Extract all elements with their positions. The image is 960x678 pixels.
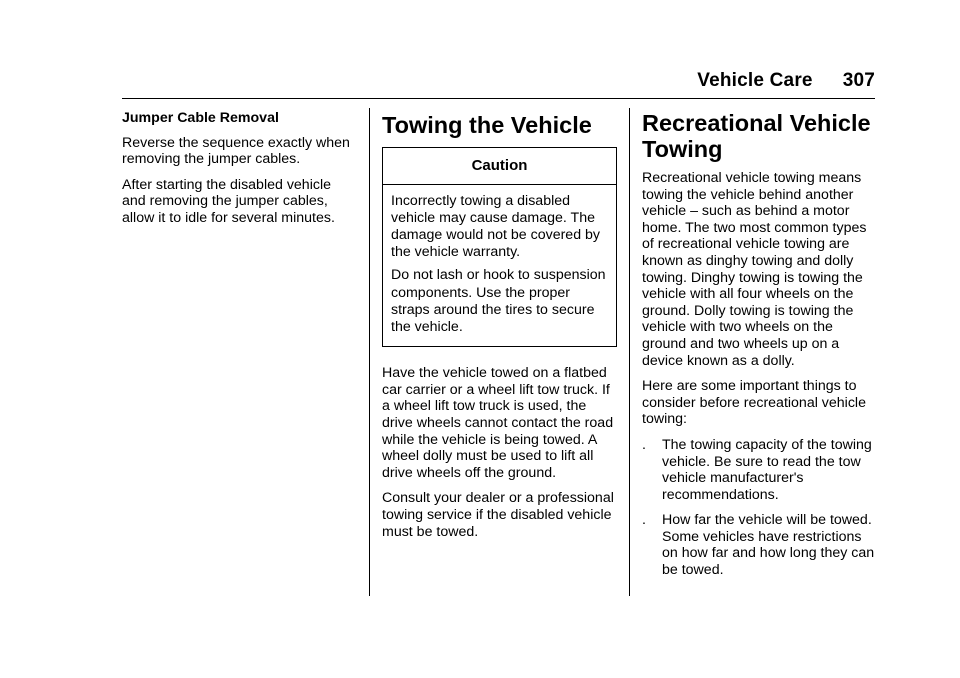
section-heading-towing: Towing the Vehicle [382,112,592,138]
caution-title: Caution [383,148,616,185]
paragraph: Recreational vehicle towing means towing the vehicle behind another vehicle – such as behind a motor home. The two most common types of recreational vehicle towing are known as dinghy towing and dolly towing. Dinghy towing is towing the vehicle with all four wheels on the ground. Dolly towing is towing the vehicle with two wheels on the ground and two wheels up on a device known as a dolly. [642,170,867,369]
list-item [642,437,877,503]
column-divider-right [629,108,630,596]
caution-paragraph: Do not lash or hook to suspension components. Use the proper straps around the tires to secure the vehicle. [391,267,606,336]
bullet-marker: . [642,512,646,529]
page-header [697,70,875,92]
paragraph: Have the vehicle towed on a flatbed car carrier or a wheel lift tow truck. If a wheel lift tow truck is used, the drive wheels cannot contact the road while the vehicle is being towed. A wheel dolly must be used to lift all drive wheels off the ground. [382,365,614,481]
paragraph: After starting the disabled vehicle and removing the jumper cables, allow it to idle for several minutes. [122,176,335,226]
subheading-jumper-cable-removal: Jumper Cable Removal [122,110,279,126]
list-item-text: How far the vehicle will be towed. Some vehicles have restrictions on how far and how long they can be towed. [662,512,875,579]
paragraph: Reverse the sequence exactly when removing the jumper cables. [122,134,350,168]
caution-paragraph: Incorrectly towing a disabled vehicle may cause damage. The damage would not be covered by the vehicle warranty. [391,192,601,261]
column-left [122,110,357,236]
column-right [642,110,877,588]
header-rule [122,98,875,99]
paragraph: Here are some important things to consider before recreational vehicle towing: [642,378,866,428]
bullet-list [642,437,877,579]
column-middle [382,110,617,549]
list-item [642,512,877,578]
column-divider-left [369,108,370,596]
paragraph: Consult your dealer or a professional towing service if the disabled vehicle must be towed. [382,490,614,540]
caution-box [382,147,617,347]
list-item-text: The towing capacity of the towing vehicle. Be sure to read the tow vehicle manufacturer's recommendations. [662,436,872,503]
caution-body [383,185,616,347]
section-title: Vehicle Care [697,70,813,91]
section-heading-recreational-towing: Recreational Vehicle Towing [642,110,871,162]
page-number: 307 [842,70,875,91]
bullet-marker: . [642,436,646,453]
